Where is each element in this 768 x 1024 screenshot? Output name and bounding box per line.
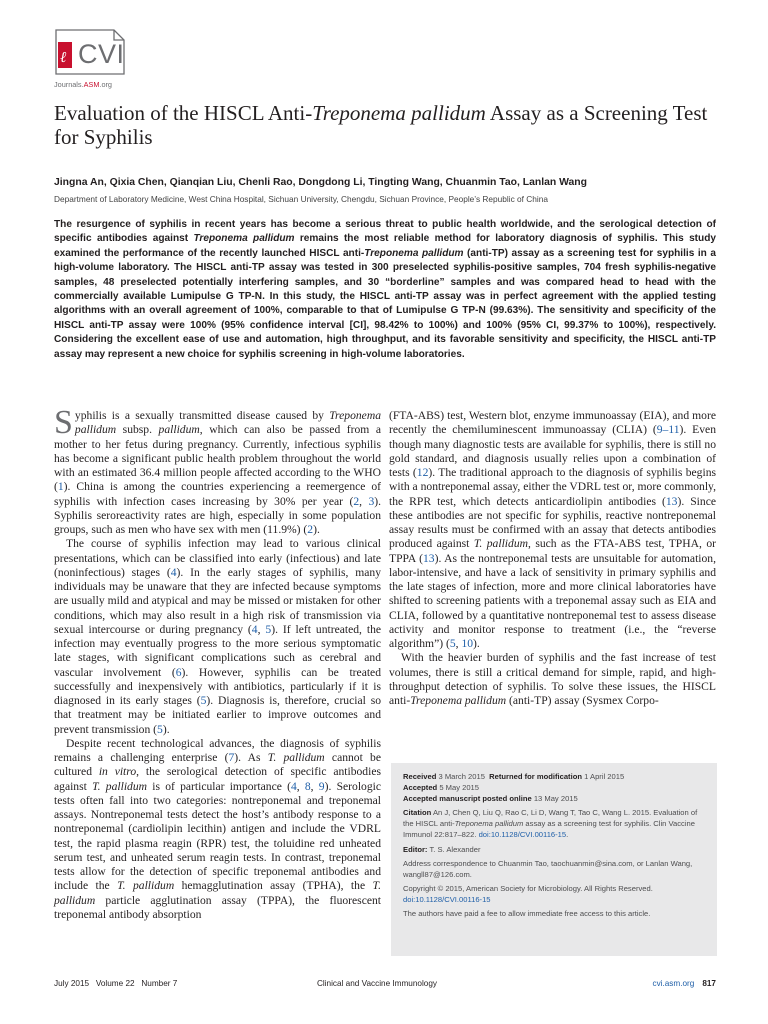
- reference-link[interactable]: 7: [228, 751, 235, 764]
- page-number: 817: [702, 979, 716, 988]
- author-list: Jingna An, Qixia Chen, Qianqian Liu, Chenli Rao, Dongdong Li, Tingting Wang, Chuanmin Tao, Lanlan Wang: [54, 177, 587, 188]
- editor: Editor: T. S. Alexander: [403, 844, 481, 854]
- journal-site-link[interactable]: cvi.asm.org: [652, 979, 695, 988]
- reference-link[interactable]: 4: [251, 622, 258, 636]
- article-info-box: [391, 763, 717, 956]
- correspondence-address: Address correspondence to Chuanmin Tao, taochuanmin@sina.com, or Lanlan Wang, wangll87@126.com.: [403, 858, 693, 879]
- reference-link[interactable]: 2: [353, 494, 360, 508]
- journal-logo: [54, 28, 134, 92]
- reference-link[interactable]: 4: [170, 565, 177, 579]
- footer-right: [652, 979, 716, 988]
- reference-link[interactable]: 5: [449, 637, 456, 650]
- copyright-notice: Copyright © 2015, American Society for Microbiology. All Rights Reserved.: [403, 883, 653, 893]
- body-column-left: [54, 404, 382, 922]
- body-column-right: [389, 409, 716, 708]
- free-access-note: The authors have paid a fee to allow immediate free access to this article.: [403, 909, 651, 919]
- doi-link[interactable]: doi:10.1128/CVI.00116-15: [403, 894, 491, 904]
- reference-link[interactable]: 9: [318, 779, 325, 793]
- drop-cap: S: [54, 404, 73, 441]
- reference-link[interactable]: 1: [57, 480, 64, 494]
- reference-link[interactable]: 6: [175, 665, 182, 679]
- reference-link[interactable]: 4: [290, 779, 297, 793]
- history-online: Accepted manuscript posted online 13 May 2015: [403, 794, 578, 804]
- body-paragraph: (FTA-ABS) test, Western blot, enzyme immunoassay (EIA), and more recently the chemiluminescent immunoassay (CLIA) (9–11). Even though many diagnostic tests are available for syphilis, there is still no gold standard, and diagnosis usually relies upon a combination of tests (12). The traditional approach to the diagnosis of syphilis begins with a nontreponemal assay, either the VDRL test or, more commonly, the RPR test, which detects anticardiolipin antibodies (13). Since these antibodies are not specific for syphilis, reactive nontreponemal assay results must be confirmed with an assay that detects antibodies produced against T. pallidum, such as the FTA-ABS test, TPHA, or TPPA (13). As the nontreponemal tests are unsuitable for automation, labor-intensive, and have a lack of sensitivity in primary syphilis and the late stages of infection, more and more clinical laboratories have shifted to screening patients with a treponemal assay such as EIA and CLIA, followed by a quantitative nontreponemal test to assess disease activity and monitor response to treatment (i.e., the “reverse algorithm”) (5, 10).: [389, 409, 716, 650]
- author-affiliation: Department of Laboratory Medicine, West China Hospital, Sichuan University, Chengdu, Sichuan Province, People’s Republic of China: [54, 194, 548, 204]
- abstract: The resurgence of syphilis in recent years has become a serious threat to public health worldwide, and the serological detection of specific antibodies against Treponema pallidum remains the most reliable method for laboratory diagnosis of syphilis. This study examined the performance of the recently launched HISCL anti-Treponema pallidum (anti-TP) assay as a screening test for syphilis in a high-volume laboratory. The HISCL anti-TP assay was tested in 300 preselected syphilis-positive samples, 704 fresh syphilis-negative samples, 48 preselected potentially interfering samples, and 30 “borderline” samples and was compared head to head with the commercially available Lumipulse G TP-N. In this study, the HISCL anti-TP assay was in perfect agreement with the applied testing algorithms with an overall agreement of 100%, comparable to that of Lumipulse G TP-N (99.63%). The sensitivity and specificity of the HISCL anti-TP assay were 100% (95% confidence interval [CI], 98.42% to 100%) and 100% (95% CI, 99.37% to 100%), respectively. Considering the excellent ease of use and automation, high throughput, and its favorable sensitivity and specificity, the HISCL anti-TP assay may represent a new choice for syphilis screening in high-volume laboratories.: [54, 219, 716, 360]
- page-footer: [54, 979, 716, 993]
- body-paragraph: The course of syphilis infection may lead to various clinical presentations, which can be classified into early (infectious) and late (noninfectious) stages (4). In the early stages of syphilis, many individuals may be unaware that they are infected because symptoms are usually mild and atypical and may be missed or mistaken for other conditions, which may also result in a high risk of transmission via sexual intercourse or during pregnancy (4, 5). If left untreated, the infection may eventually progress to the more serious symptomatic late stages, with significant complications such as cerebral and vascular involvement (6). However, syphilis can be treated successfully and inexpensively with antibiotics, particularly if it is diagnosed in its early stages (5). Diagnosis is, therefore, crucial so that treatment may be initiated earlier to improve outcomes and prevent transmission (5).: [54, 537, 382, 736]
- journal-url: Journals.ASM.org: [54, 80, 112, 89]
- reference-link[interactable]: 13: [422, 551, 435, 565]
- body-paragraph: Syphilis is a sexually transmitted disease caused by Treponema pallidum subsp. pallidum, which can also be passed from a mother to her fetus during pregnancy. Currently, infectious syphilis has become a significant public health problem throughout the world with an estimated 36.4 million people affected according to the WHO (1). China is among the countries experiencing a reemergence of syphilis with infection cases increasing by 30% per year (2, 3). Syphilis seroreactivity rates are high, especially in some population groups, such as men who have sex with men (11.9%) (2).: [54, 404, 381, 536]
- journal-logo-text: CVI: [78, 39, 125, 69]
- reference-link[interactable]: 13: [665, 494, 678, 508]
- reference-link[interactable]: 8: [304, 779, 311, 793]
- reference-link[interactable]: 5: [200, 694, 207, 707]
- history-received: Received 3 March 2015 Returned for modification 1 April 2015: [403, 772, 625, 781]
- body-paragraph: With the heavier burden of syphilis and the fast increase of test volumes, there is still a critical demand for simple, rapid, and high-throughput detection of syphilis. To solve these issues, the HISCL anti-Treponema pallidum (anti-TP) assay (Sysmex Corpo-: [389, 651, 716, 707]
- svg-text:ℓ: ℓ: [60, 50, 67, 66]
- citation-doi-link[interactable]: doi:10.1128/CVI.00116-15: [478, 830, 567, 840]
- reference-link[interactable]: 2: [307, 523, 314, 536]
- footer-journal-name: Clinical and Vaccine Immunology: [317, 979, 437, 988]
- history-accepted: Accepted 5 May 2015: [403, 783, 479, 793]
- reference-link[interactable]: 5: [265, 622, 272, 636]
- reference-link[interactable]: 3: [368, 494, 375, 508]
- body-paragraph: Despite recent technological advances, the diagnosis of syphilis remains a challenging enterprise (7). As T. pallidum cannot be cultured in vitro, the serological detection of specific antibodies against T. pallidum is of particular importance (4, 8, 9). Serologic tests often fall into two categories: nontreponemal and treponemal assays. Nontreponemal tests detect the host’s antibody response to a nontreponemal (cardiolipin lecithin) antigen and include the VDRL test, the rapid plasma reagin (RPR) test, the toluidine red unheated serum test, and unheated serum reagin tests. In contrast, treponemal tests allow for the detection of specific treponemal antibodies and include the T. pallidum hemagglutination assay (TPHA), the T. pallidum particle agglutination assay (TPPA), the fluorescent treponemal antibody absorption: [54, 736, 382, 921]
- article-title: Evaluation of the HISCL Anti-Treponema pallidum Assay as a Screening Test for Syphilis: [54, 101, 708, 149]
- reference-link[interactable]: 9–11: [656, 423, 680, 437]
- reference-link[interactable]: 12: [416, 466, 429, 479]
- footer-issue-info: July 2015 Volume 22 Number 7: [54, 979, 178, 988]
- reference-link[interactable]: 10: [461, 637, 474, 650]
- citation: Citation An J, Chen Q, Liu Q, Rao C, Li D, Wang T, Tao C, Wang L. 2015. Evaluation of the HISCL anti-Treponema pallidum assay as a screening test for syphilis. Clin Vaccine Immunol 22:817–822. doi:10.1128/CVI.00116-15.: [403, 808, 698, 840]
- reference-link[interactable]: 5: [157, 722, 163, 736]
